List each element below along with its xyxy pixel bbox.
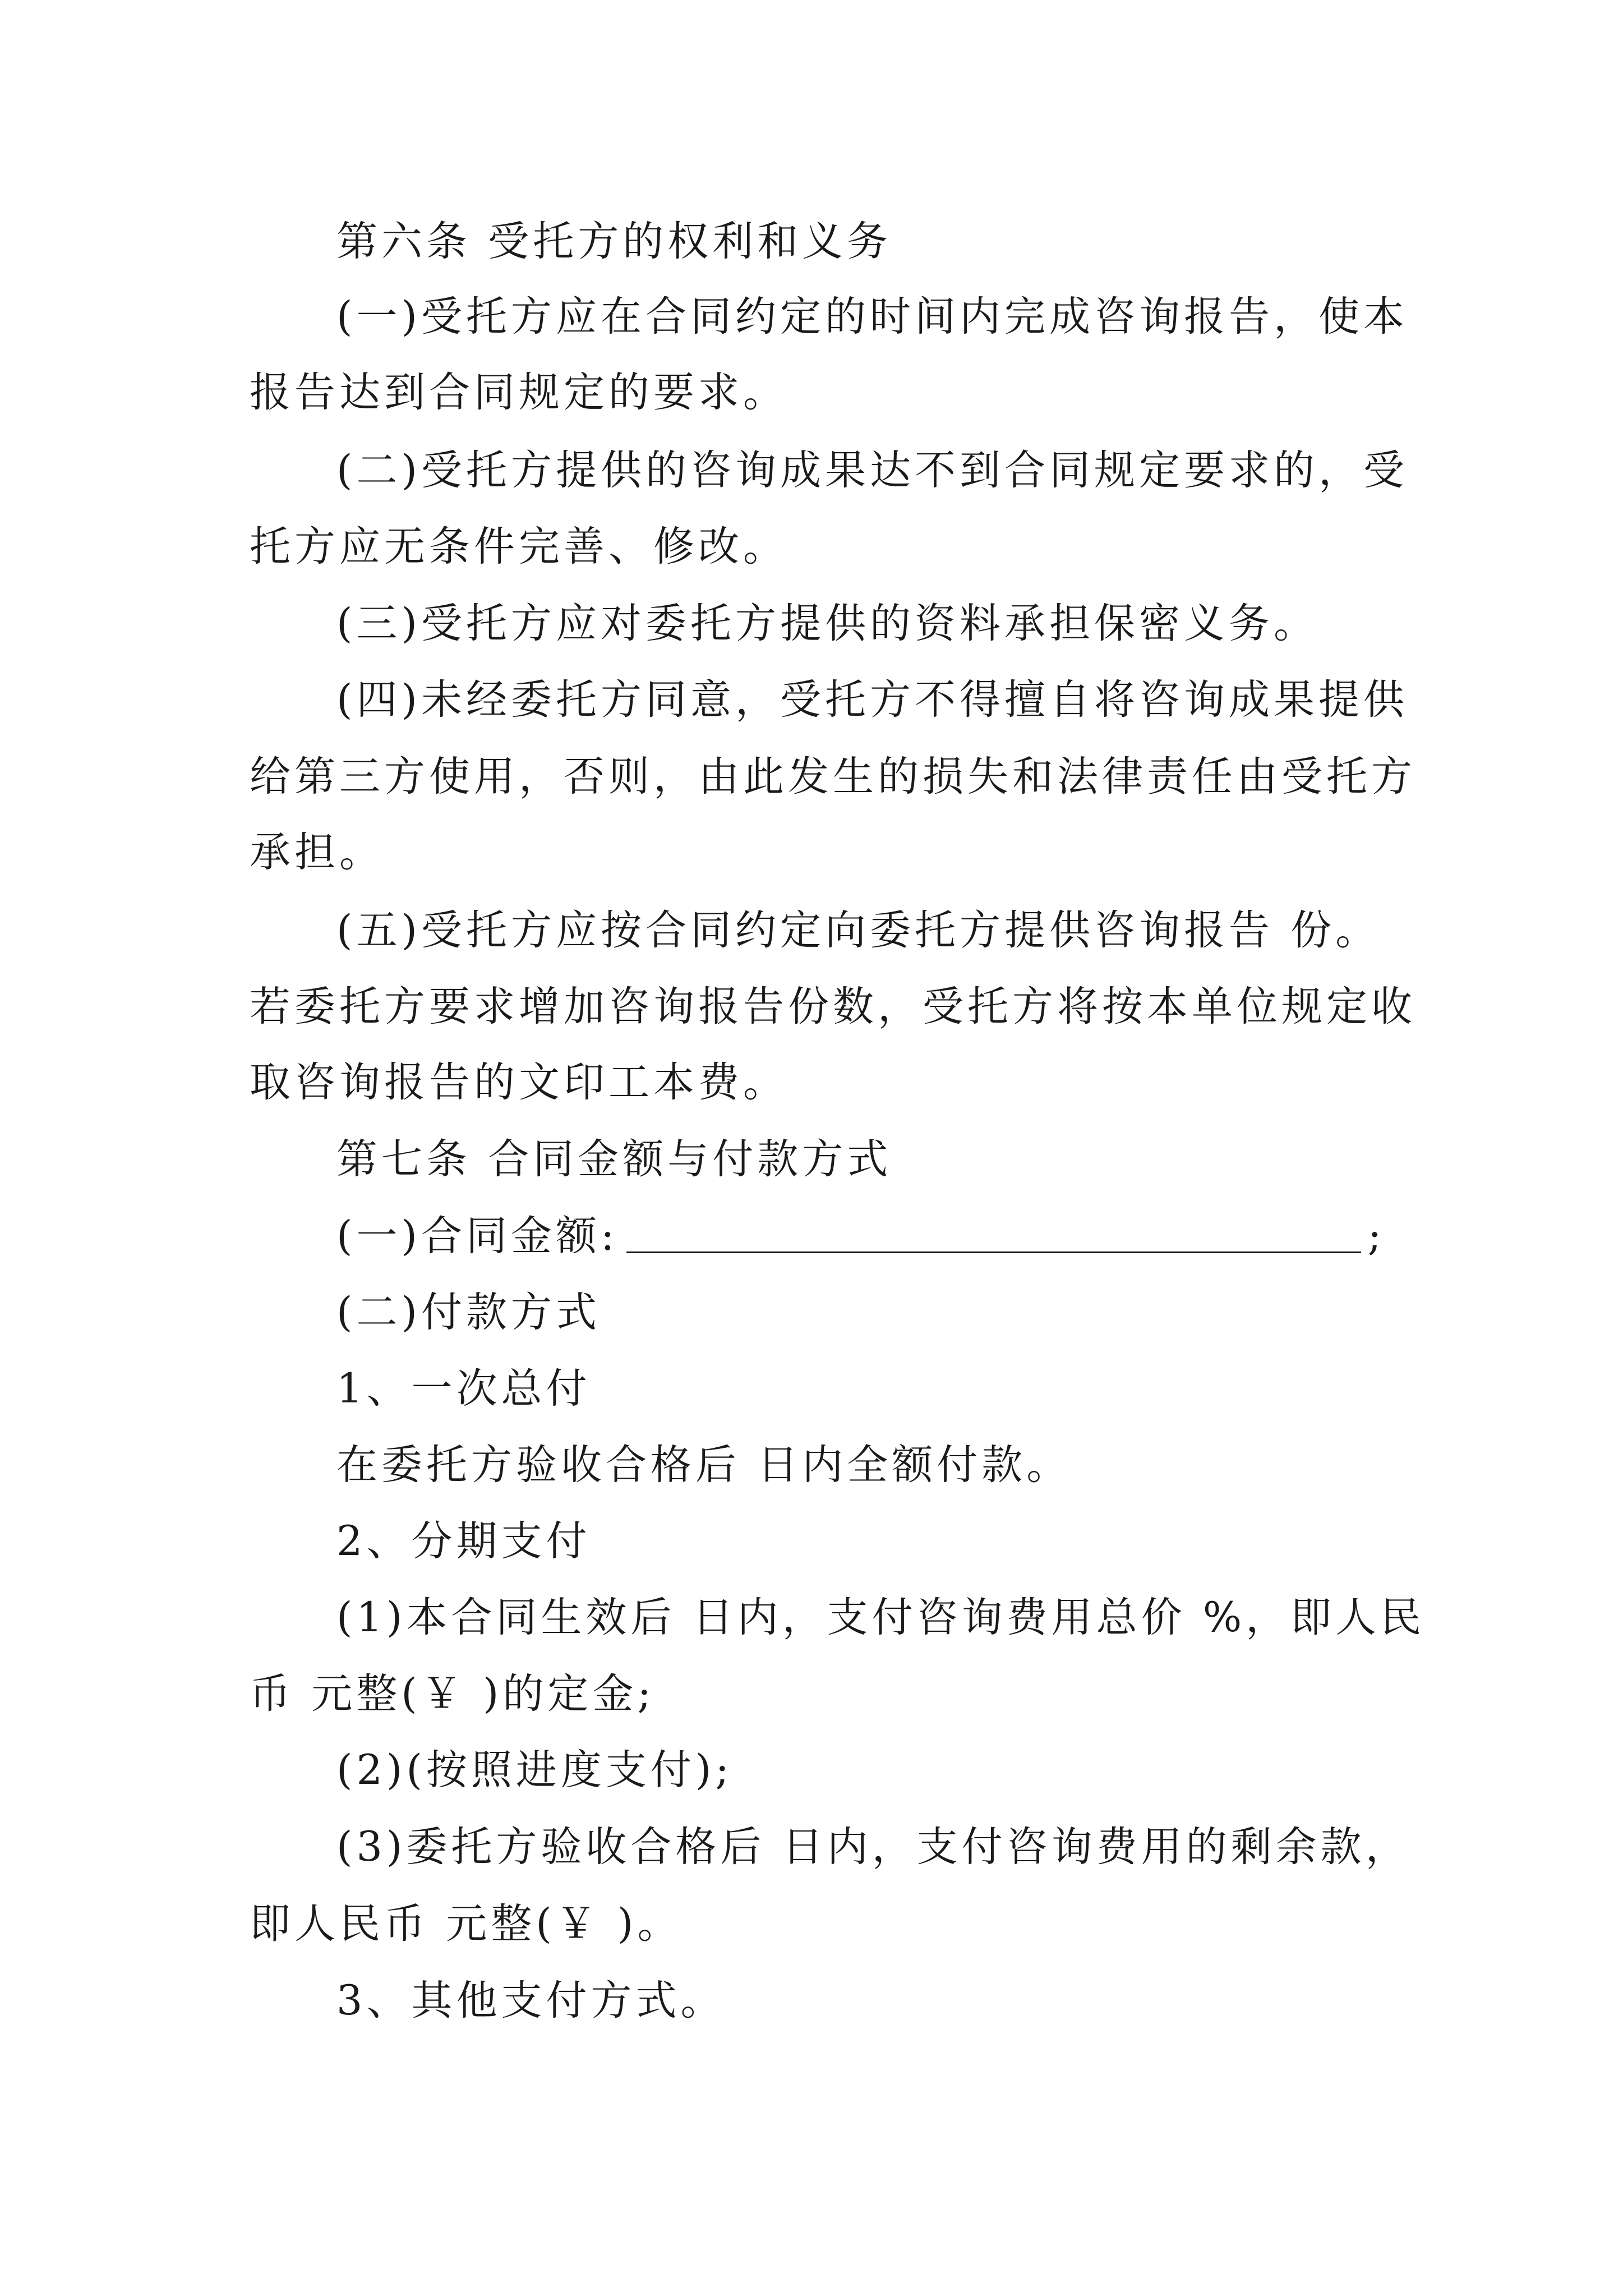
article-6-item-4-line-2: 给第三方使用，否则，由此发生的损失和法律责任由受托方 <box>250 753 1416 800</box>
payment-option-3: 3、其他支付方式。 <box>336 1977 726 2024</box>
contract-amount-end: ; <box>1367 1212 1386 1260</box>
article-6-item-4-line-3: 承担。 <box>250 829 384 876</box>
article-6-item-1-line-1: (一)受托方应在合同约定的时间内完成咨询报告，使本 <box>336 293 1408 341</box>
article-6-item-5-line-2: 若委托方要求增加咨询报告份数，受托方将按本单位规定收 <box>250 983 1416 1030</box>
contract-amount-row <box>336 1208 1469 1264</box>
article-6-item-5-line-1: (五)受托方应按合同约定向委托方提供咨询报告 份。 <box>336 907 1381 954</box>
article-6-item-3-line-1: (三)受托方应对委托方提供的资料承担保密义务。 <box>336 600 1318 647</box>
installment-1-line-1: (1)本合同生效后 日内，支付咨询费用总价 %，即人民 <box>336 1594 1426 1641</box>
payment-option-2: 2、分期支付 <box>336 1517 591 1565</box>
article-6-heading: 第六条 受托方的权利和义务 <box>336 218 892 265</box>
article-6-item-4-line-1: (四)未经委托方同意，受托方不得擅自将咨询成果提供 <box>336 676 1408 724</box>
installment-1-line-2: 币 元整(￥ )的定金; <box>250 1670 655 1718</box>
contract-amount-blank <box>626 1211 1361 1253</box>
payment-method-heading: (二)付款方式 <box>336 1289 601 1336</box>
contract-amount-label: (一)合同金额: <box>336 1212 619 1260</box>
article-6-item-1-line-2: 报告达到合同规定的要求。 <box>250 369 788 416</box>
article-6-item-5-line-3: 取咨询报告的文印工本费。 <box>250 1059 788 1106</box>
payment-option-1: 1、一次总付 <box>336 1365 591 1412</box>
installment-2: (2)(按照进度支付); <box>336 1746 733 1794</box>
installment-3-line-2: 即人民币 元整(￥ )。 <box>250 1900 683 1948</box>
article-6-item-2-line-1: (二)受托方提供的咨询成果达不到合同规定要求的，受 <box>336 447 1408 494</box>
article-7-heading: 第七条 合同金额与付款方式 <box>336 1135 892 1183</box>
payment-option-1-detail: 在委托方验收合格后 日内全额付款。 <box>336 1441 1072 1489</box>
installment-3-line-1: (3)委托方验收合格后 日内，支付咨询费用的剩余款， <box>336 1823 1410 1871</box>
article-6-item-2-line-2: 托方应无条件完善、修改。 <box>250 523 788 570</box>
